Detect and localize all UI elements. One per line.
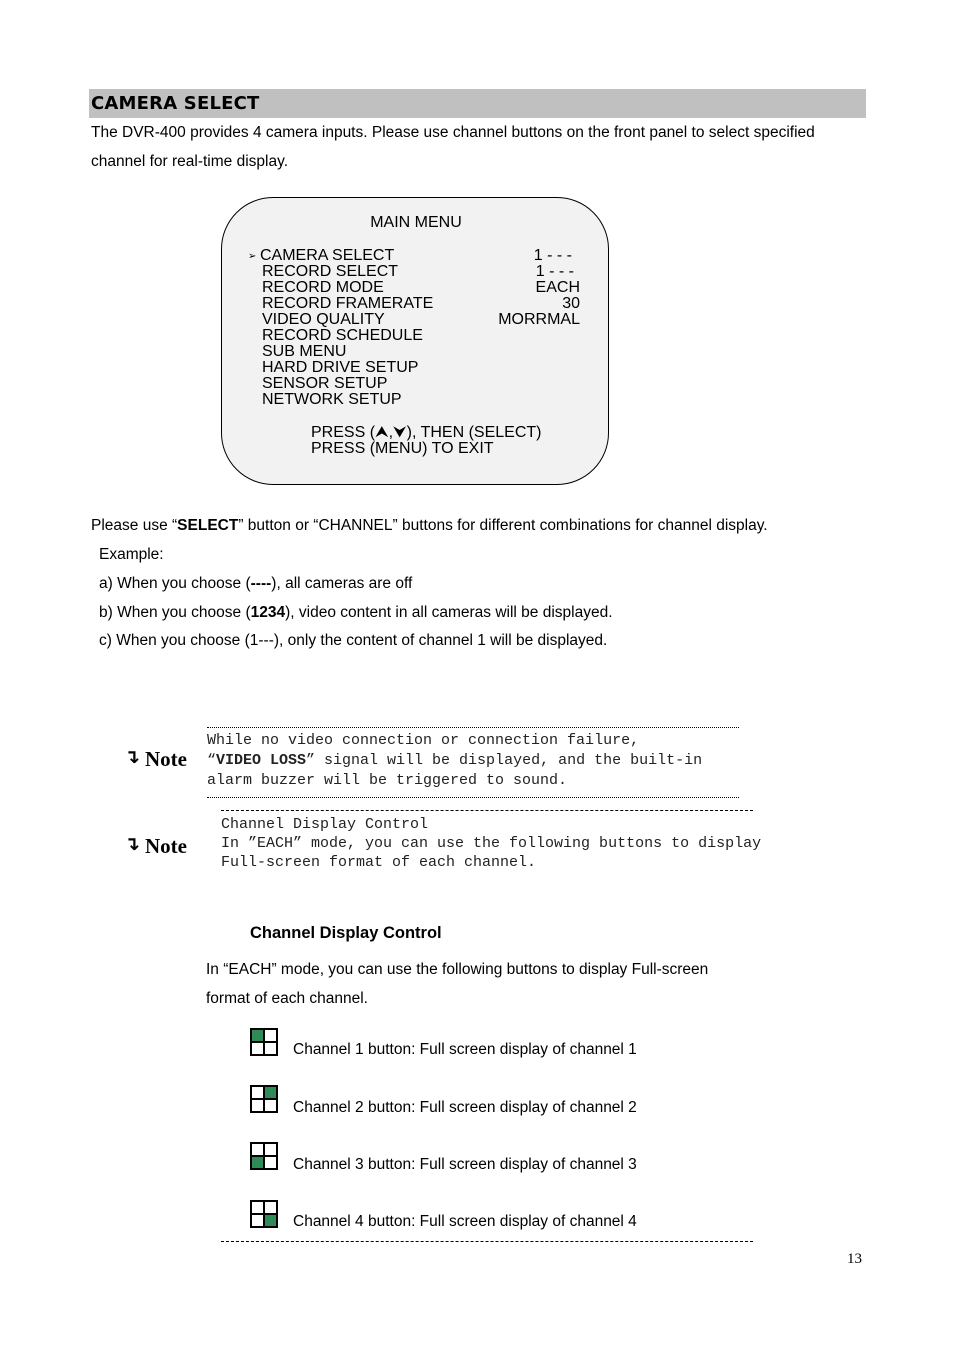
usage-line: Please use “SELECT” button or “CHANNEL” buttons for different combinations for channel display. <box>91 517 768 534</box>
menu-item: RECORD MODE EACH <box>262 279 580 296</box>
selection-arrow-icon: ➢ <box>248 251 257 262</box>
channel-control-heading: Channel Display Control <box>250 924 442 942</box>
note-text-line: In ”EACH” mode, you can use the following buttons to display <box>221 835 762 852</box>
intro-line-1: The DVR-400 provides 4 camera inputs. Please use channel buttons on the front panel to select specified <box>91 124 815 141</box>
pushpin-icon: ↴ <box>124 833 140 855</box>
menu-item: SUB MENU <box>262 343 347 360</box>
pushpin-icon: ↴ <box>124 746 140 768</box>
section-title: CAMERA SELECT <box>91 93 260 114</box>
note-divider <box>221 810 753 811</box>
channel-3-button-label: Channel 3 button: Full screen display of channel 3 <box>293 1156 637 1173</box>
intro-line-2: channel for real-time display. <box>91 153 288 170</box>
channel-4-button-label: Channel 4 button: Full screen display of channel 4 <box>293 1213 637 1230</box>
menu-item: RECORD SCHEDULE <box>262 327 423 344</box>
note-label: Note <box>145 747 187 771</box>
example-c: c) When you choose (1---), only the content of channel 1 will be displayed. <box>99 632 608 649</box>
menu-footer-exit: PRESS (MENU) TO EXIT <box>311 440 494 457</box>
note-label: Note <box>145 834 187 858</box>
channel-2-button-label: Channel 2 button: Full screen display of channel 2 <box>293 1099 637 1116</box>
menu-item: RECORD SELECT 1 - - - <box>262 263 574 280</box>
menu-item: VIDEO QUALITY MORRMAL <box>262 311 580 328</box>
channel-control-desc-1: In “EACH” mode, you can use the following buttons to display Full-screen <box>206 961 709 978</box>
note-divider <box>207 727 739 728</box>
channel-2-button-icon <box>250 1085 278 1113</box>
note-text-line: “VIDEO LOSS” signal will be displayed, and the built-in <box>207 752 703 769</box>
menu-item: RECORD FRAMERATE 30 <box>262 295 580 312</box>
example-label: Example: <box>99 546 164 563</box>
channel-1-button-label: Channel 1 button: Full screen display of channel 1 <box>293 1041 637 1058</box>
menu-item: HARD DRIVE SETUP <box>262 359 419 376</box>
menu-item: ➢ CAMERA SELECT 1 - - - <box>248 247 572 264</box>
channel-4-button-icon <box>250 1200 278 1228</box>
channel-1-button-icon <box>250 1028 278 1056</box>
example-b: b) When you choose (1234), video content in all cameras will be displayed. <box>99 604 613 621</box>
note-divider <box>207 797 739 798</box>
note-text-line: alarm buzzer will be triggered to sound. <box>207 772 568 789</box>
menu-item: NETWORK SETUP <box>262 391 402 408</box>
note-text-line: Channel Display Control <box>221 816 429 833</box>
menu-footer-navigate: PRESS (⮝,⮟), THEN (SELECT) <box>311 424 542 441</box>
note-text-line: While no video connection or connection failure, <box>207 732 640 749</box>
menu-item: SENSOR SETUP <box>262 375 388 392</box>
channel-control-desc-2: format of each channel. <box>206 990 368 1007</box>
menu-title: MAIN MENU <box>370 214 462 231</box>
note-text-line: Full-screen format of each channel. <box>221 854 537 871</box>
note-divider <box>221 1241 753 1242</box>
main-menu-screen <box>221 197 609 485</box>
page-number: 13 <box>847 1251 862 1267</box>
channel-3-button-icon <box>250 1142 278 1170</box>
example-a: a) When you choose (----), all cameras are off <box>99 575 413 592</box>
